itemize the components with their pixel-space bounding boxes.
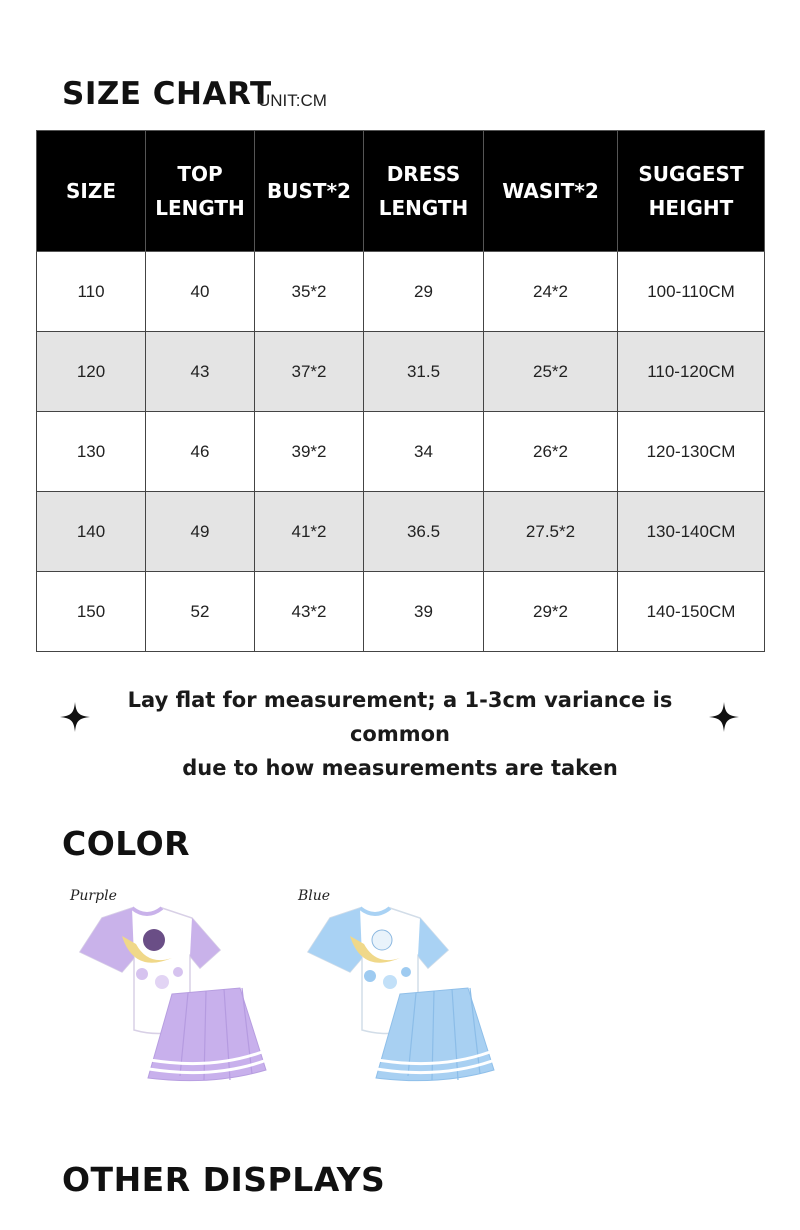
size-chart-title: SIZE CHART [62,76,272,112]
table-row: 110 40 35*2 29 24*2 100-110CM [37,252,765,332]
swatch-label: Blue [298,888,331,904]
table-row: 130 46 39*2 34 26*2 120-130CM [37,412,765,492]
header-top-length: TOP LENGTH [146,131,255,252]
measurement-note: Lay flat for measurement; a 1-3cm variance is common due to how measurements are taken [127,688,673,780]
swatch-label: Purple [70,888,117,904]
color-swatch-blue[interactable] [290,888,500,1098]
color-swatch-purple[interactable] [62,888,272,1098]
table-header-row [37,131,765,252]
purple-outfit-image [62,888,272,1098]
table-row: 150 52 43*2 39 29*2 140-150CM [37,572,765,652]
unit-label: UNIT:CM [258,91,327,110]
header-suggest-height: SUGGEST HEIGHT [618,131,765,252]
sparkle-icon [60,702,90,732]
size-table [36,130,765,652]
color-title: COLOR [62,824,191,863]
header-dress-length: DRESS LENGTH [364,131,484,252]
header-bust: BUST*2 [255,131,364,252]
table-row: 140 49 41*2 36.5 27.5*2 130-140CM [37,492,765,572]
table-row: 120 43 37*2 31.5 25*2 110-120CM [37,332,765,412]
blue-outfit-image [290,888,500,1098]
header-waist: WASIT*2 [484,131,618,252]
sparkle-icon [709,702,739,732]
header-size: SIZE [37,131,146,252]
other-displays-title: OTHER DISPLAYS [62,1160,386,1199]
